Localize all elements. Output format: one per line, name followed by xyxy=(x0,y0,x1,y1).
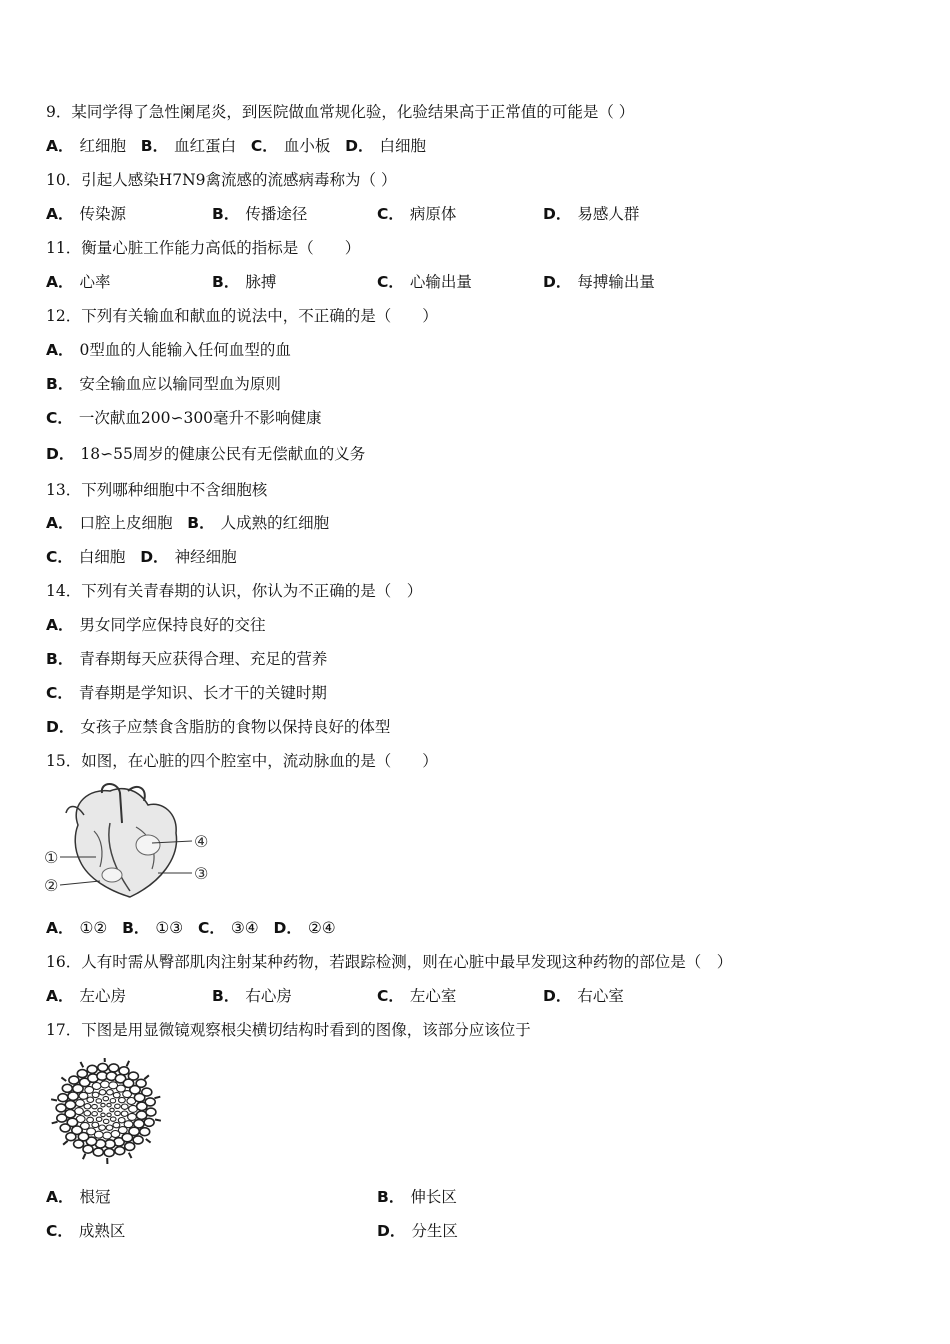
question-17-option-c xyxy=(46,1221,125,1241)
question-16-option-b xyxy=(212,986,292,1006)
option-text: 安全输血应以输同型血为原则 xyxy=(79,375,281,393)
option-text: 右心室 xyxy=(577,987,624,1005)
cell xyxy=(121,1104,128,1109)
label-2: ② xyxy=(44,876,59,895)
option-label: D． xyxy=(543,205,572,223)
option-label: D． xyxy=(46,718,75,736)
option-text: 心率 xyxy=(79,273,111,291)
cell xyxy=(96,1117,102,1121)
option-label: B． xyxy=(46,375,74,393)
option-label: B． xyxy=(122,919,150,937)
cell xyxy=(76,1100,85,1107)
question-17-option-b xyxy=(377,1187,457,1207)
option-text: 男女同学应保持良好的交往 xyxy=(79,616,266,634)
question-10-option-c xyxy=(377,204,456,224)
cell xyxy=(107,1113,111,1117)
root-hair xyxy=(144,1075,149,1079)
cell xyxy=(106,1125,113,1130)
cell xyxy=(84,1111,91,1116)
cell xyxy=(98,1063,108,1071)
cell xyxy=(103,1096,109,1100)
heart-diagram xyxy=(40,783,220,905)
option-label: C． xyxy=(46,1222,73,1240)
question-13-options-cd xyxy=(46,547,237,567)
cell xyxy=(119,1067,129,1075)
question-11-option-d xyxy=(543,272,655,292)
cell xyxy=(58,1094,68,1102)
cell xyxy=(103,1119,109,1123)
cell xyxy=(83,1145,93,1153)
option-text: 易感人群 xyxy=(577,205,640,223)
option-label: B． xyxy=(140,137,169,155)
option-d: ②④ xyxy=(307,919,336,937)
cell xyxy=(87,1097,94,1102)
question-12-stem: 12．下列有关输血和献血的说法中，不正确的是（ ） xyxy=(46,307,438,325)
root-hair xyxy=(146,1139,151,1143)
cell xyxy=(113,1122,120,1127)
option-label: D． xyxy=(543,273,572,291)
cell xyxy=(107,1090,114,1095)
cell xyxy=(93,1148,103,1156)
option-a: 口腔上皮细胞 xyxy=(79,514,173,532)
option-label: A． xyxy=(46,919,74,937)
cell xyxy=(133,1136,143,1144)
cell xyxy=(79,1092,88,1099)
question-17-option-d xyxy=(377,1221,458,1241)
question-12-option-d xyxy=(46,444,365,464)
cell xyxy=(92,1112,98,1116)
option-label: A． xyxy=(46,514,74,532)
cell xyxy=(84,1104,91,1109)
cell xyxy=(109,1064,119,1072)
cell xyxy=(104,1149,114,1157)
cell xyxy=(87,1117,94,1122)
option-label: D． xyxy=(543,987,572,1005)
cell xyxy=(111,1131,120,1138)
cell xyxy=(115,1111,121,1115)
cell xyxy=(87,1065,97,1073)
label-1: ① xyxy=(44,848,59,867)
option-text: 传播途径 xyxy=(245,205,308,223)
option-label: A． xyxy=(46,137,74,155)
question-9-options xyxy=(46,136,426,156)
root-hair xyxy=(81,1062,84,1067)
option-label: C． xyxy=(46,684,73,702)
option-a: ①② xyxy=(79,919,108,937)
question-14-option-d xyxy=(46,717,390,737)
cell xyxy=(101,1081,110,1088)
question-14-option-b xyxy=(46,649,327,669)
question-10-stem: 10．引起人感染H7N9禽流感的流感病毒称为（ ） xyxy=(46,171,397,189)
option-d: 神经细胞 xyxy=(174,548,237,566)
cell xyxy=(66,1133,76,1141)
cell xyxy=(107,1103,111,1107)
root-hair xyxy=(129,1153,132,1158)
question-14-option-a xyxy=(46,615,266,635)
cell xyxy=(57,1114,67,1122)
cell xyxy=(115,1104,121,1108)
root-cross-section-illustration xyxy=(50,1058,174,1168)
option-label: C． xyxy=(377,273,404,291)
cell xyxy=(144,1118,154,1126)
question-11-option-c xyxy=(377,272,472,292)
cell xyxy=(125,1142,135,1150)
option-label: C． xyxy=(377,205,404,223)
question-13-options-ab xyxy=(46,513,329,533)
option-c: 白细胞 xyxy=(78,548,126,566)
option-label: B． xyxy=(46,650,74,668)
question-17-option-a xyxy=(46,1187,111,1207)
cell xyxy=(103,1132,112,1139)
option-label: C． xyxy=(197,919,225,937)
cell xyxy=(145,1098,155,1106)
option-label: C． xyxy=(377,987,404,1005)
root-cross-section-diagram xyxy=(50,1058,174,1168)
cell xyxy=(142,1088,152,1096)
root-hair xyxy=(61,1077,66,1081)
cell xyxy=(110,1108,114,1112)
cell xyxy=(99,1125,106,1130)
option-text: 女孩子应禁食含脂肪的食物以保持良好的体型 xyxy=(80,718,391,736)
option-label: B． xyxy=(377,1188,405,1206)
question-17-stem: 17．下图是用显微镜观察根尖横切结构时看到的图像，该部分应该位于 xyxy=(46,1021,531,1039)
question-9-stem: 9．某同学得了急性阑尾炎，到医院做血常规化验，化验结果高于正常值的可能是（ ） xyxy=(46,103,635,121)
cell xyxy=(92,1092,99,1097)
question-12-option-b xyxy=(46,374,281,394)
root-hair xyxy=(63,1141,68,1145)
option-b: 血红蛋白 xyxy=(174,137,237,155)
option-label: D． xyxy=(345,137,374,155)
cell xyxy=(101,1103,105,1107)
question-10-option-a xyxy=(46,204,126,224)
root-hair xyxy=(155,1120,161,1121)
option-label: D． xyxy=(377,1222,406,1240)
cell xyxy=(119,1097,126,1102)
heart-illustration xyxy=(40,783,220,905)
option-text: 成熟区 xyxy=(78,1222,126,1240)
cell xyxy=(69,1076,79,1084)
cell xyxy=(101,1113,105,1117)
cell xyxy=(118,1118,125,1123)
option-label: A． xyxy=(46,205,74,223)
question-11-stem: 11．衡量心脏工作能力高低的指标是（ ） xyxy=(46,239,361,257)
option-label: B． xyxy=(187,514,215,532)
cell xyxy=(92,1083,101,1090)
cell xyxy=(113,1092,120,1097)
option-text: 伸长区 xyxy=(410,1188,457,1206)
cell xyxy=(98,1108,102,1112)
cell xyxy=(146,1108,156,1116)
cell xyxy=(110,1117,116,1121)
option-text: 右心房 xyxy=(245,987,292,1005)
cell xyxy=(110,1099,116,1103)
option-label: B． xyxy=(212,205,240,223)
root-hair xyxy=(51,1099,57,1100)
option-text: 病原体 xyxy=(409,205,457,223)
option-label: A． xyxy=(46,1188,74,1206)
question-12-option-a xyxy=(46,340,291,360)
option-label: D． xyxy=(273,919,302,937)
option-label: D． xyxy=(46,445,75,463)
cell xyxy=(74,1140,84,1148)
option-label: A． xyxy=(46,341,74,359)
cell xyxy=(115,1147,125,1155)
option-text: 脉搏 xyxy=(245,273,277,291)
option-label: D． xyxy=(140,548,169,566)
cell xyxy=(122,1133,132,1141)
cell xyxy=(124,1121,133,1128)
option-text: 左心室 xyxy=(409,987,457,1005)
cell xyxy=(136,1079,146,1087)
option-c: 血小板 xyxy=(283,137,331,155)
question-11-option-a xyxy=(46,272,111,292)
option-label: B． xyxy=(212,987,240,1005)
cell xyxy=(128,1072,138,1080)
question-10-option-d xyxy=(543,204,639,224)
option-label: C． xyxy=(46,548,73,566)
cell xyxy=(140,1128,150,1136)
option-text: 左心房 xyxy=(79,987,127,1005)
question-12-option-c xyxy=(46,408,322,428)
cell xyxy=(60,1124,70,1132)
cell xyxy=(56,1104,66,1112)
option-text: 青春期每天应获得合理、充足的营养 xyxy=(79,650,328,668)
question-16-stem: 16．人有时需从臀部肌肉注射某种药物，若跟踪检测，则在心脏中最早发现这种药物的部位是（ ） xyxy=(46,953,733,971)
cell xyxy=(121,1111,128,1116)
question-16-option-d xyxy=(543,986,624,1006)
option-text: 传染源 xyxy=(79,205,127,223)
question-16-option-c xyxy=(377,986,456,1006)
option-text: 分生区 xyxy=(411,1222,458,1240)
root-hair xyxy=(127,1061,130,1067)
option-d: 白细胞 xyxy=(379,137,426,155)
cell xyxy=(128,1113,137,1120)
cell xyxy=(62,1084,72,1092)
question-14-option-c xyxy=(46,683,327,703)
question-10-option-b xyxy=(212,204,307,224)
root-hair xyxy=(155,1097,161,1099)
question-15-stem: 15．如图，在心脏的四个腔室中，流动脉血的是（ ） xyxy=(46,752,438,770)
option-label: B． xyxy=(212,273,240,291)
option-label: C． xyxy=(46,409,73,427)
option-b: 人成熟的红细胞 xyxy=(220,514,330,532)
option-label: A． xyxy=(46,616,74,634)
option-b: ①③ xyxy=(155,919,184,937)
cell xyxy=(92,1122,99,1127)
option-a: 红细胞 xyxy=(79,137,127,155)
option-text: 18∽55周岁的健康公民有无偿献血的义务 xyxy=(80,445,366,463)
root-hair xyxy=(83,1154,86,1160)
cell xyxy=(77,1070,87,1078)
option-label: A． xyxy=(46,987,74,1005)
label-3: ③ xyxy=(194,864,209,883)
option-text: 心输出量 xyxy=(409,273,472,291)
option-text: 0型血的人能输入任何血型的血 xyxy=(79,341,291,359)
option-label: A． xyxy=(46,273,74,291)
question-13-stem: 13．下列哪种细胞中不含细胞核 xyxy=(46,481,268,499)
option-c: ③④ xyxy=(230,919,259,937)
cell xyxy=(99,1090,106,1095)
question-15-options xyxy=(46,918,336,938)
option-label: C． xyxy=(250,137,278,155)
option-text: 每搏输出量 xyxy=(577,273,655,291)
question-14-stem: 14．下列有关青春期的认识，你认为不正确的是（ ） xyxy=(46,582,423,600)
question-11-option-b xyxy=(212,272,276,292)
option-text: 一次献血200∽300毫升不影响健康 xyxy=(78,409,322,427)
option-text: 青春期是学知识、长才干的关键时期 xyxy=(78,684,327,702)
label-4: ④ xyxy=(194,832,209,851)
cell xyxy=(92,1104,98,1108)
cell xyxy=(96,1099,102,1103)
option-text: 根冠 xyxy=(79,1188,111,1206)
question-16-option-a xyxy=(46,986,126,1006)
root-hair xyxy=(52,1122,58,1124)
